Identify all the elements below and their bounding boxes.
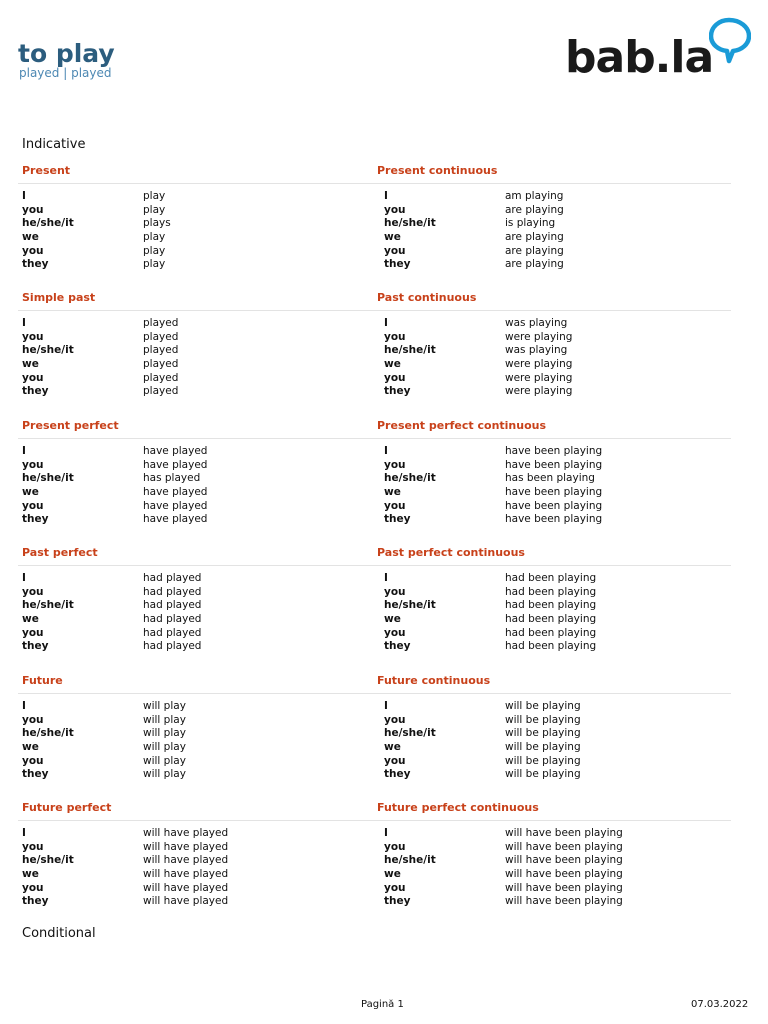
- conjugation-row: [373, 245, 731, 259]
- verb-form: will be playing: [505, 754, 581, 767]
- verb-form: will be playing: [505, 768, 581, 781]
- pronoun-label: you: [384, 330, 406, 343]
- pronoun-label: we: [384, 358, 401, 371]
- pronoun-label: they: [384, 258, 411, 271]
- pronoun-label: you: [22, 458, 44, 471]
- pronoun-label: you: [22, 754, 44, 767]
- conjugation-row: [373, 459, 731, 473]
- conjugation-row: [18, 445, 373, 459]
- tense-title: Past perfect: [22, 546, 98, 559]
- pronoun-label: you: [22, 203, 44, 216]
- tense-section: [373, 164, 731, 272]
- tense-section: [373, 801, 731, 909]
- pronoun-label: you: [384, 371, 406, 384]
- tense-section: [373, 546, 731, 654]
- verb-form: was playing: [505, 344, 568, 357]
- pronoun-label: you: [22, 499, 44, 512]
- logo-wordmark: bab.la: [565, 32, 714, 83]
- tense-title: Present: [22, 164, 71, 177]
- conjugation-row: [373, 827, 731, 841]
- conjugation-row: [18, 317, 373, 331]
- tense-section: [18, 419, 373, 527]
- conjugation-row: [18, 358, 373, 372]
- conjugation-row: [18, 190, 373, 204]
- section-divider: [18, 310, 373, 311]
- conjugation-row: [18, 741, 373, 755]
- conjugation-row: [373, 372, 731, 386]
- verb-form: will play: [143, 768, 186, 781]
- pronoun-label: I: [384, 572, 388, 584]
- pronoun-label: they: [384, 385, 411, 398]
- pronoun-label: you: [22, 371, 44, 384]
- verb-form: will have played: [143, 881, 229, 894]
- conjugation-row: [373, 344, 731, 358]
- pronoun-label: he/she/it: [22, 727, 74, 740]
- pronoun-label: he/she/it: [384, 599, 436, 612]
- pronoun-label: they: [384, 513, 411, 526]
- conjugation-row: [373, 217, 731, 231]
- verb-form: had played: [143, 572, 202, 584]
- mood-heading-conditional: Conditional: [22, 926, 96, 941]
- verb-form: will play: [143, 727, 186, 740]
- verb-form: has been playing: [505, 472, 595, 485]
- verb-form: had played: [143, 640, 202, 653]
- verb-form: had been playing: [505, 626, 597, 639]
- conjugation-row: [373, 854, 731, 868]
- pronoun-label: he/she/it: [384, 854, 436, 867]
- mood-heading-indicative: Indicative: [22, 137, 86, 152]
- verb-form: played: [143, 330, 179, 343]
- conjugation-row: [18, 459, 373, 473]
- section-divider: [18, 693, 373, 694]
- conjugation-row: [373, 895, 731, 909]
- tense-title: Simple past: [22, 291, 96, 304]
- tense-title: Future continuous: [377, 674, 491, 687]
- section-divider: [373, 183, 731, 184]
- pronoun-label: he/she/it: [384, 344, 436, 357]
- verb-form: am playing: [505, 190, 564, 202]
- tense-section: [18, 546, 373, 654]
- pronoun-label: we: [22, 868, 39, 881]
- verb-form: will be playing: [505, 741, 581, 754]
- verb-form: has played: [143, 472, 201, 485]
- pronoun-label: they: [22, 640, 49, 653]
- verb-form: will be playing: [505, 713, 581, 726]
- conjugation-row: [18, 586, 373, 600]
- conjugation-row: [18, 868, 373, 882]
- pronoun-label: you: [22, 713, 44, 726]
- conjugation-row: [18, 331, 373, 345]
- pronoun-label: you: [22, 244, 44, 257]
- pronoun-label: they: [22, 513, 49, 526]
- verb-form: will play: [143, 754, 186, 767]
- conjugation-row: [373, 190, 731, 204]
- verb-form: will have been playing: [505, 881, 623, 894]
- verb-form: will play: [143, 713, 186, 726]
- conjugation-row: [18, 472, 373, 486]
- verb-form: were playing: [505, 385, 573, 398]
- speech-bubble-icon: [709, 17, 751, 79]
- pronoun-label: you: [384, 458, 406, 471]
- conjugation-row: [373, 727, 731, 741]
- tense-title: Past perfect continuous: [377, 546, 525, 559]
- pronoun-label: they: [384, 895, 411, 908]
- tense-title: Future perfect continuous: [377, 801, 539, 814]
- verb-form: will be playing: [505, 700, 581, 712]
- conjugation-row: [373, 358, 731, 372]
- pronoun-label: I: [384, 445, 388, 457]
- section-divider: [373, 438, 731, 439]
- conjugation-row: [18, 755, 373, 769]
- verb-form: is playing: [505, 217, 556, 230]
- pronoun-label: you: [384, 840, 406, 853]
- conjugation-row: [373, 741, 731, 755]
- tense-title: Present continuous: [377, 164, 498, 177]
- page-title: to play: [18, 39, 115, 68]
- conjugation-row: [18, 854, 373, 868]
- verb-form: are playing: [505, 258, 564, 271]
- pronoun-label: I: [384, 317, 388, 329]
- verb-form: played: [143, 358, 179, 371]
- verb-form: will play: [143, 700, 186, 712]
- verb-form: will have been playing: [505, 854, 623, 867]
- pronoun-label: you: [384, 203, 406, 216]
- conjugation-row: [373, 500, 731, 514]
- pronoun-label: he/she/it: [384, 217, 436, 230]
- pronoun-label: I: [22, 700, 26, 712]
- pronoun-label: you: [22, 840, 44, 853]
- pronoun-label: you: [22, 626, 44, 639]
- pronoun-label: he/she/it: [384, 472, 436, 485]
- verb-form: have been playing: [505, 445, 603, 457]
- pronoun-label: I: [22, 572, 26, 584]
- section-divider: [18, 820, 373, 821]
- tense-title: Future: [22, 674, 63, 687]
- pronoun-label: he/she/it: [22, 854, 74, 867]
- conjugation-row: [373, 627, 731, 641]
- tense-title: Past continuous: [377, 291, 477, 304]
- verb-form: played: [143, 317, 179, 329]
- pronoun-label: he/she/it: [22, 344, 74, 357]
- section-divider: [18, 183, 373, 184]
- conjugation-row: [373, 586, 731, 600]
- section-divider: [373, 310, 731, 311]
- verb-form: plays: [143, 217, 171, 230]
- pronoun-label: we: [22, 613, 39, 626]
- pronoun-label: he/she/it: [22, 472, 74, 485]
- verb-form: had been playing: [505, 640, 597, 653]
- conjugation-row: [18, 895, 373, 909]
- pronoun-label: I: [384, 190, 388, 202]
- pronoun-label: I: [22, 317, 26, 329]
- conjugation-row: [18, 627, 373, 641]
- conjugation-row: [18, 344, 373, 358]
- print-date: 07.03.2022: [691, 999, 749, 1010]
- verb-form: play: [143, 244, 166, 257]
- pronoun-label: they: [22, 385, 49, 398]
- pronoun-label: you: [384, 881, 406, 894]
- verb-form: will have played: [143, 840, 229, 853]
- verb-form: play: [143, 190, 166, 202]
- conjugation-row: [373, 755, 731, 769]
- conjugation-row: [18, 613, 373, 627]
- pronoun-label: we: [384, 486, 401, 499]
- pronoun-label: you: [22, 330, 44, 343]
- conjugation-row: [18, 513, 373, 527]
- verb-form: have played: [143, 499, 208, 512]
- verb-form: have been playing: [505, 499, 603, 512]
- conjugation-row: [18, 500, 373, 514]
- pronoun-label: you: [22, 881, 44, 894]
- pronoun-label: I: [384, 827, 388, 839]
- verb-form: have been playing: [505, 458, 603, 471]
- verb-form: was playing: [505, 317, 568, 329]
- conjugation-row: [373, 513, 731, 527]
- verb-form: played: [143, 385, 179, 398]
- tense-section: [373, 674, 731, 782]
- conjugation-row: [18, 258, 373, 272]
- conjugation-row: [373, 204, 731, 218]
- verb-form: had played: [143, 626, 202, 639]
- pronoun-label: we: [22, 231, 39, 244]
- verb-form: will have been playing: [505, 827, 623, 839]
- pronoun-label: you: [384, 754, 406, 767]
- conjugation-row: [373, 385, 731, 399]
- conjugation-row: [18, 231, 373, 245]
- conjugation-row: [18, 640, 373, 654]
- pronoun-label: he/she/it: [22, 217, 74, 230]
- pronoun-label: you: [384, 499, 406, 512]
- conjugation-row: [373, 231, 731, 245]
- verb-form: played: [143, 371, 179, 384]
- pronoun-label: you: [384, 713, 406, 726]
- pronoun-label: we: [22, 741, 39, 754]
- pronoun-label: I: [22, 445, 26, 457]
- pronoun-label: I: [384, 700, 388, 712]
- page-number: Pagină 1: [361, 999, 404, 1010]
- verb-form: have been playing: [505, 513, 603, 526]
- pronoun-label: he/she/it: [384, 727, 436, 740]
- conjugation-row: [18, 372, 373, 386]
- pronoun-label: you: [22, 585, 44, 598]
- verb-form: will have played: [143, 854, 229, 867]
- verb-form: will have played: [143, 868, 229, 881]
- verb-form: play: [143, 231, 166, 244]
- conjugation-row: [373, 868, 731, 882]
- verb-form: will have been playing: [505, 840, 623, 853]
- pronoun-label: they: [384, 640, 411, 653]
- conjugation-row: [373, 714, 731, 728]
- conjugation-row: [373, 613, 731, 627]
- pronoun-label: I: [22, 827, 26, 839]
- tense-section: [373, 419, 731, 527]
- verb-form: had been playing: [505, 613, 597, 626]
- verb-form: will be playing: [505, 727, 581, 740]
- tense-title: Present perfect continuous: [377, 419, 547, 432]
- pronoun-label: we: [384, 868, 401, 881]
- verb-form: will have played: [143, 827, 229, 839]
- conjugation-row: [373, 472, 731, 486]
- tense-section: [373, 291, 731, 399]
- pronoun-label: you: [384, 244, 406, 257]
- conjugation-row: [18, 727, 373, 741]
- pronoun-label: we: [22, 358, 39, 371]
- pronoun-label: we: [384, 231, 401, 244]
- conjugation-row: [373, 317, 731, 331]
- section-divider: [18, 438, 373, 439]
- conjugation-row: [373, 882, 731, 896]
- section-divider: [373, 820, 731, 821]
- verb-form: had been playing: [505, 599, 597, 612]
- pronoun-label: I: [22, 190, 26, 202]
- conjugation-row: [373, 768, 731, 782]
- conjugation-row: [373, 331, 731, 345]
- verb-form: play: [143, 203, 166, 216]
- conjugation-row: [18, 714, 373, 728]
- verb-form: were playing: [505, 330, 573, 343]
- tense-section: [18, 674, 373, 782]
- verb-form: had played: [143, 599, 202, 612]
- pronoun-label: you: [384, 585, 406, 598]
- conjugation-row: [18, 486, 373, 500]
- pronoun-label: we: [22, 486, 39, 499]
- pronoun-label: they: [22, 768, 49, 781]
- pronoun-label: we: [384, 741, 401, 754]
- conjugation-row: [18, 245, 373, 259]
- tense-title: Present perfect: [22, 419, 119, 432]
- verb-form: were playing: [505, 371, 573, 384]
- verb-form: have been playing: [505, 486, 603, 499]
- verb-form: will have played: [143, 895, 229, 908]
- conjugation-row: [18, 385, 373, 399]
- conjugation-row: [18, 204, 373, 218]
- verb-form: have played: [143, 458, 208, 471]
- verb-form: have played: [143, 486, 208, 499]
- pronoun-label: he/she/it: [22, 599, 74, 612]
- verb-form: have played: [143, 445, 208, 457]
- conjugation-row: [18, 768, 373, 782]
- conjugation-row: [18, 841, 373, 855]
- tense-section: [18, 164, 373, 272]
- verb-form: will play: [143, 741, 186, 754]
- conjugation-row: [373, 572, 731, 586]
- verb-form: had played: [143, 613, 202, 626]
- conjugation-row: [373, 258, 731, 272]
- verb-form: had played: [143, 585, 202, 598]
- pronoun-label: they: [22, 895, 49, 908]
- verb-form: are playing: [505, 203, 564, 216]
- verb-form: played: [143, 344, 179, 357]
- verb-form: are playing: [505, 244, 564, 257]
- conjugation-row: [18, 882, 373, 896]
- conjugation-row: [373, 640, 731, 654]
- conjugation-row: [18, 827, 373, 841]
- section-divider: [18, 565, 373, 566]
- pronoun-label: they: [384, 768, 411, 781]
- verb-form: will have been playing: [505, 868, 623, 881]
- conjugation-row: [18, 217, 373, 231]
- section-divider: [373, 693, 731, 694]
- pronoun-label: they: [22, 258, 49, 271]
- verb-form: will have been playing: [505, 895, 623, 908]
- verb-form: are playing: [505, 231, 564, 244]
- section-divider: [373, 565, 731, 566]
- tense-title: Future perfect: [22, 801, 112, 814]
- conjugation-row: [373, 841, 731, 855]
- conjugation-row: [373, 599, 731, 613]
- tense-section: [18, 801, 373, 909]
- page-subtitle: played | played: [19, 66, 112, 80]
- verb-form: had been playing: [505, 572, 597, 584]
- conjugation-row: [373, 445, 731, 459]
- verb-form: play: [143, 258, 166, 271]
- pronoun-label: you: [384, 626, 406, 639]
- verb-form: had been playing: [505, 585, 597, 598]
- conjugation-row: [373, 700, 731, 714]
- verb-form: were playing: [505, 358, 573, 371]
- pronoun-label: we: [384, 613, 401, 626]
- conjugation-row: [18, 700, 373, 714]
- conjugation-row: [373, 486, 731, 500]
- conjugation-row: [18, 599, 373, 613]
- tense-section: [18, 291, 373, 399]
- conjugation-row: [18, 572, 373, 586]
- verb-form: have played: [143, 513, 208, 526]
